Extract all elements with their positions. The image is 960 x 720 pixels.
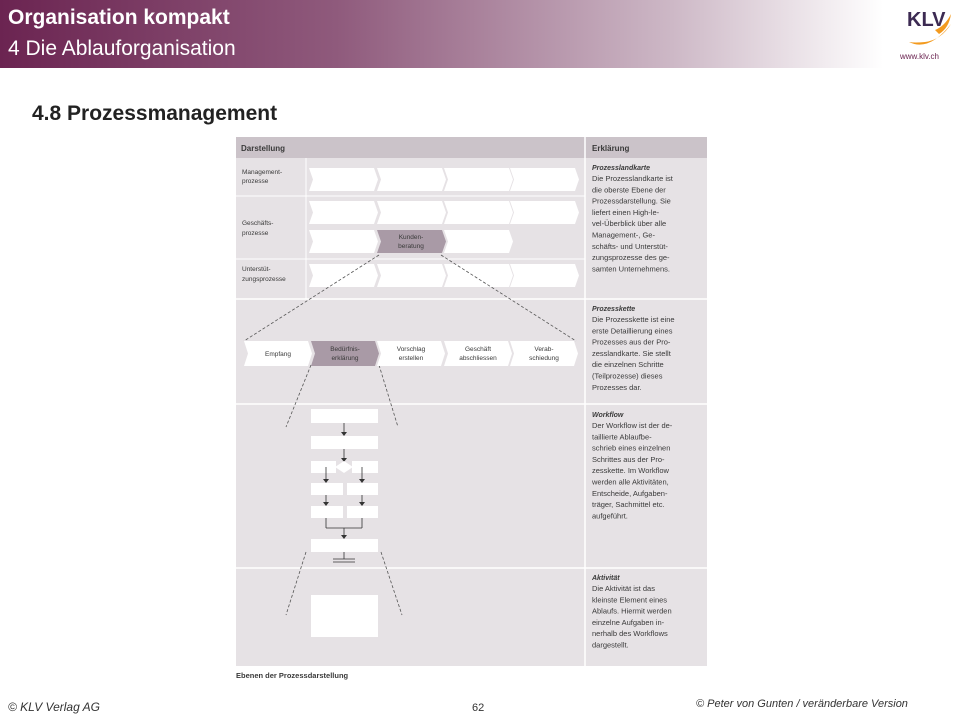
chain-step-label: Empfang (264, 351, 292, 358)
landscape-highlight-label: Kunden- (398, 234, 424, 241)
landscape-step (444, 201, 513, 224)
explanation-line: samten Unternehmens. (592, 264, 670, 274)
landscape-row-label: Management- (242, 169, 283, 176)
klv-logo (895, 2, 955, 52)
landscape-step (309, 201, 378, 224)
chain-step-label: erklärung (331, 355, 359, 362)
workflow-box-3a (311, 461, 336, 473)
explanation-line: (Teilprozesse) dieses (592, 371, 663, 381)
explanation-title: Workflow (592, 412, 624, 419)
chain-step-highlighted (311, 341, 379, 366)
chain-step-label: Verab- (534, 346, 554, 353)
explanation-line: zesslandkarte. Sie stellt (592, 348, 671, 358)
workflow-box-5b (347, 506, 378, 518)
landscape-row-label: Unterstüt- (242, 266, 271, 273)
explanation-line: taillierte Ablaufbe- (592, 432, 652, 442)
landscape-step (510, 264, 579, 287)
explanation-line: Die Prozesslandkarte ist (592, 174, 673, 183)
chain-step-label: schiedung (529, 355, 559, 362)
explanation-line: die einzelnen Schritte (592, 360, 664, 370)
explanation-line: die oberste Ebene der (592, 185, 666, 195)
header-darstellung: Darstellung (241, 144, 286, 153)
explanation-title: Aktivität (592, 575, 620, 582)
explanation-line: schäfts- und Unterstüt- (592, 241, 668, 251)
page-number: 62 (472, 702, 485, 714)
chain-step (510, 341, 578, 366)
landscape-step (377, 201, 446, 224)
explanation-line: Die Aktivität ist das (592, 584, 655, 593)
slide-header (0, 0, 960, 68)
explanation-line: einzelne Aufgaben in- (592, 617, 665, 627)
explanation-line: erste Detaillierung eines (592, 326, 673, 336)
process-levels-figure (236, 137, 707, 666)
explanation-line: liefert einen High-le- (592, 207, 660, 217)
landscape-step (444, 168, 513, 191)
workflow-box-4a (311, 483, 343, 495)
landscape-step (444, 230, 513, 253)
explanation-line: nerhalb des Workflows (592, 629, 668, 639)
explanation-line: Management-, Ge- (592, 230, 655, 240)
explanation-line: werden alle Aktivitäten, (592, 477, 669, 487)
figure-header-row (236, 137, 707, 158)
chain-step-label: erstellen (398, 355, 424, 362)
landscape-row-label: Geschäfts- (242, 220, 274, 227)
explanation-line: schrieb eines einzelnen (592, 443, 671, 453)
slide-title: Organisation kompakt (8, 6, 230, 29)
explanation-line: Prozessdarstellung. Sie (592, 196, 671, 206)
landscape-step (510, 201, 579, 224)
explanation-title: Prozesslandkarte (592, 165, 650, 172)
landscape-row-label: prozesse (242, 230, 269, 237)
landscape-step (510, 168, 579, 191)
chain-step-label: Vorschlag (396, 346, 426, 353)
section-title: 4.8 Prozessmanagement (32, 102, 278, 125)
explanation-line: kleinste Element eines (592, 595, 668, 605)
chain-step (444, 341, 512, 366)
explanation-line: Der Workflow ist der de- (592, 421, 673, 430)
footer-copyright: © KLV Verlag AG (8, 700, 100, 714)
chain-step-label: abschliessen (459, 355, 497, 362)
workflow-box-1 (311, 409, 378, 423)
activity-box (311, 595, 378, 637)
workflow-box-2 (311, 436, 378, 449)
figure-caption: Ebenen der Prozessdarstellung (236, 671, 349, 680)
landscape-row-label: zungsprozesse (242, 276, 286, 283)
logo-url: www.klv.ch (900, 52, 939, 61)
logo-text: KLV (907, 9, 946, 31)
footer-author: © Peter von Gunten / veränderbare Version (696, 698, 908, 710)
chain-step (377, 341, 445, 366)
explanation-line: dargestellt. (592, 640, 629, 650)
chain-step-label: Geschäft (464, 346, 492, 353)
header-erklaerung: Erklärung (592, 144, 630, 153)
explanation-line: träger, Sachmittel etc. (592, 500, 665, 510)
slide-subtitle: 4 Die Ablauforganisation (8, 37, 236, 60)
explanation-line: zesskette. Im Workflow (592, 466, 669, 476)
chain-step-label: Bedürfnis- (330, 346, 360, 353)
landscape-step (309, 230, 378, 253)
workflow-box-6 (311, 539, 378, 552)
landscape-step (377, 168, 446, 191)
explanation-title: Prozesskette (592, 306, 636, 313)
explanation-line: Ablaufs. Hiermit werden (592, 606, 672, 616)
explanation-line: Die Prozesskette ist eine (592, 315, 675, 324)
workflow-box-4b (347, 483, 378, 495)
workflow-box-5a (311, 506, 343, 518)
landscape-highlight-label: beratung (398, 243, 424, 250)
explanation-line: Prozesses aus der Pro- (592, 337, 671, 347)
landscape-step (444, 264, 513, 287)
explanation-line: Schrittes aus der Pro- (592, 454, 665, 464)
explanation-line: Entscheide, Aufgaben- (592, 488, 668, 498)
workflow-box-3b (352, 461, 378, 473)
explanation-line: zungsprozesse des ge- (592, 253, 670, 263)
landscape-step (377, 264, 446, 287)
explanation-line: vel-Überblick über alle (592, 219, 667, 229)
explanation-line: Prozesses dar. (592, 382, 642, 392)
landscape-step (309, 168, 378, 191)
explanation-line: aufgeführt. (592, 511, 628, 521)
landscape-row-label: prozesse (242, 178, 269, 185)
landscape-step (309, 264, 378, 287)
process-chain (244, 341, 578, 366)
